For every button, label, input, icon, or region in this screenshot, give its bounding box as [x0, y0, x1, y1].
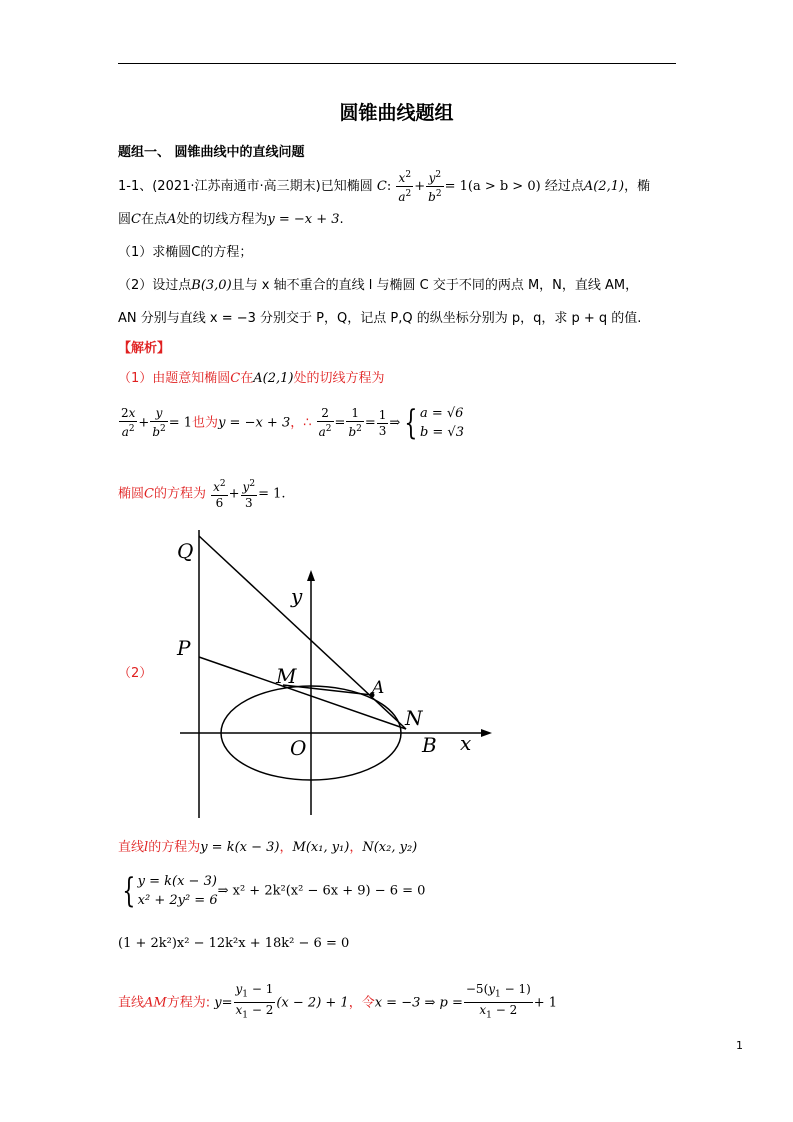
frac-1b2: $\frac{1}{b^2}$: [348, 406, 362, 439]
label-b: B: [422, 733, 437, 757]
ellipse-figure: [170, 515, 500, 830]
point-a: A(2,1): [583, 179, 625, 194]
label-o: O: [290, 736, 307, 760]
implies-arrow: ⇒: [389, 415, 401, 431]
ellipse-name: C: [376, 179, 387, 194]
line-l-equation: 直线l的方程为y = k(x − 3)，M(x₁, y₁)，N(x₂, y₂): [118, 840, 418, 855]
label-n: N: [405, 706, 423, 730]
label-y: y: [291, 584, 303, 608]
frac-x2a2: $\frac{x^2}{a^2}$: [398, 170, 412, 204]
b-value: b = √3: [419, 425, 464, 440]
res-ellipse: 椭圆: [118, 486, 145, 502]
frac-p: $\frac{-5(y_1 - 1)}{x_1 - 2}$: [465, 982, 531, 1021]
s1-zai: 在: [240, 371, 254, 386]
frac-y2b2: $\frac{y^2}{b^2}$: [428, 170, 442, 204]
problem-line-2: 圆C在点A处的切线方程为y = −x + 3.: [118, 212, 344, 227]
am-eq-tail: (x − 2) + 1: [276, 995, 349, 1011]
am-prefix: 直线: [118, 995, 145, 1011]
label-x: x: [460, 731, 472, 755]
s1-point-a: A(2,1): [253, 371, 294, 386]
line-l-eq: y = k(x − 3): [200, 840, 280, 855]
sys-line-2: x² + 2y² = 6: [137, 893, 218, 908]
tangent-equation: y = −x + 3: [267, 212, 340, 227]
y-axis-arrow: [307, 570, 315, 581]
s1-eq: y = −x + 3: [218, 415, 291, 431]
passes-text: 经过点: [544, 179, 584, 194]
solution-2-label: （2）: [118, 666, 153, 681]
am-substitute: x = −3 ⇒ p =: [374, 995, 463, 1011]
point-b: B(3,0): [191, 278, 232, 293]
am-let: ，令: [348, 995, 375, 1011]
solution-1-line: [118, 369, 384, 389]
sys-result: ⇒ x² + 2k²(x² − 6x + 9) − 6 = 0: [217, 883, 426, 899]
system-equation: { y = k(x − 3) x² + 2y² = 6 ⇒ x² + 2k²(x² − 6x + 9) − 6 = 0: [122, 871, 426, 911]
page-title: 圆锥曲线题组: [339, 102, 454, 124]
line-qn: [199, 536, 406, 729]
solution-label: 【解析】: [118, 341, 171, 356]
point-m-coords: M(x₁, y₁): [292, 840, 350, 855]
s1-tangent: 处的切线方程为: [293, 371, 385, 386]
tuo-text: ，椭: [624, 179, 651, 194]
frac-2a2: $\frac{2}{a^2}$: [318, 406, 332, 439]
question-1: （1）求椭圆C的方程；: [118, 245, 253, 260]
q2-prefix: （2）设过点: [118, 278, 192, 293]
frac-y23: $\frac{y^2}{3}$: [242, 479, 256, 510]
section-heading: 题组一、 圆锥曲线中的直线问题: [118, 145, 305, 160]
question-2-line-2: AN 分别与直线 x = −3 分别交于 P，Q，记点 P,Q 的纵坐标分别为 p，q，求 p + q 的值.: [118, 311, 642, 326]
s1-ellipse: C: [230, 371, 241, 386]
line-l-label: 的方程为: [148, 840, 201, 855]
ellipse-name-2: C: [131, 212, 141, 227]
problem-prefix: 1-1、(2021·江苏南通市·高三期末)已知椭圆: [118, 179, 373, 194]
label-a: A: [372, 678, 385, 698]
s1-prefix: （1）由题意知椭圆: [118, 371, 231, 386]
am-plus-one: + 1: [533, 995, 558, 1011]
quadratic-equation: (1 + 2k²)x² − 12k²x + 18k² − 6 = 0: [118, 936, 350, 951]
solution-1-result: 椭圆C的方程为 $\frac{x^2}{6}$ + $\frac{y^2}{3}$ = 1.: [118, 479, 286, 510]
label-p: P: [177, 636, 191, 660]
question-2-line-1: [118, 276, 638, 296]
therefore: ，∴: [290, 415, 312, 431]
line-l-prefix: 直线: [118, 840, 145, 855]
point-n-coords: N(x₂, y₂): [362, 840, 418, 855]
frac-x26: $\frac{x^2}{6}$: [213, 479, 226, 510]
text-tangent: 处的切线方程为: [176, 212, 268, 227]
label-q: Q: [177, 539, 194, 563]
a-value: a = √6: [419, 406, 464, 421]
line-am-equation: 直线AM方程为: y= $\frac{y_1 - 1}{x_1 - 2}$ (x − 2) + 1，令x = −3 ⇒ p = $\frac{-5(y_1 - 1)}{x_1 - 2}$ + 1: [118, 982, 557, 1024]
am-label: 方程为:: [166, 995, 211, 1011]
frac-13: $\frac{1}{3}$: [378, 407, 387, 438]
res-c: C: [144, 486, 154, 502]
frac-2xa2: $\frac{2x}{a^2}$: [121, 406, 136, 439]
am-name: AM: [144, 995, 167, 1011]
res-eq-one: = 1.: [258, 486, 286, 502]
q2-text: 且与 x 轴不重合的直线 l 与椭圆 C 交于不同的两点 M，N，直线 AM，: [231, 278, 639, 293]
s1-also: 也为: [192, 415, 219, 431]
label-m: M: [276, 664, 297, 688]
page-number: 1: [736, 1039, 743, 1052]
text-zaidian: 在点: [140, 212, 167, 227]
solution-1-equation: $\frac{2x}{a^2}$ + $\frac{y}{b^2}$ = 1也为y = −x + 3，∴ $\frac{2}{a^2}$ = $\frac{1}{b^2}$ = $\frac{1}{3}$ ⇒ { a = √6 b = √3: [121, 403, 464, 443]
frac-yb2: $\frac{y}{b^2}$: [152, 406, 166, 439]
res-eq-label: 的方程为: [153, 486, 206, 502]
ab-condition: (a > b > 0): [467, 179, 541, 194]
header-rule: [118, 63, 676, 64]
frac-am: $\frac{y_1 - 1}{x_1 - 2}$: [235, 982, 274, 1021]
x-axis-arrow: [481, 729, 492, 737]
sys-line-1: y = k(x − 3): [137, 874, 217, 889]
problem-line-1: 1-1、(2021·江苏南通市·高三期末)已知椭圆 C: $\frac{x^2}{a^2}$ + $\frac{y^2}{b^2}$ = 1(a > b > 0) 经过点A(2,1)，椭: [118, 170, 651, 204]
text-yuan: 圆: [118, 212, 132, 227]
